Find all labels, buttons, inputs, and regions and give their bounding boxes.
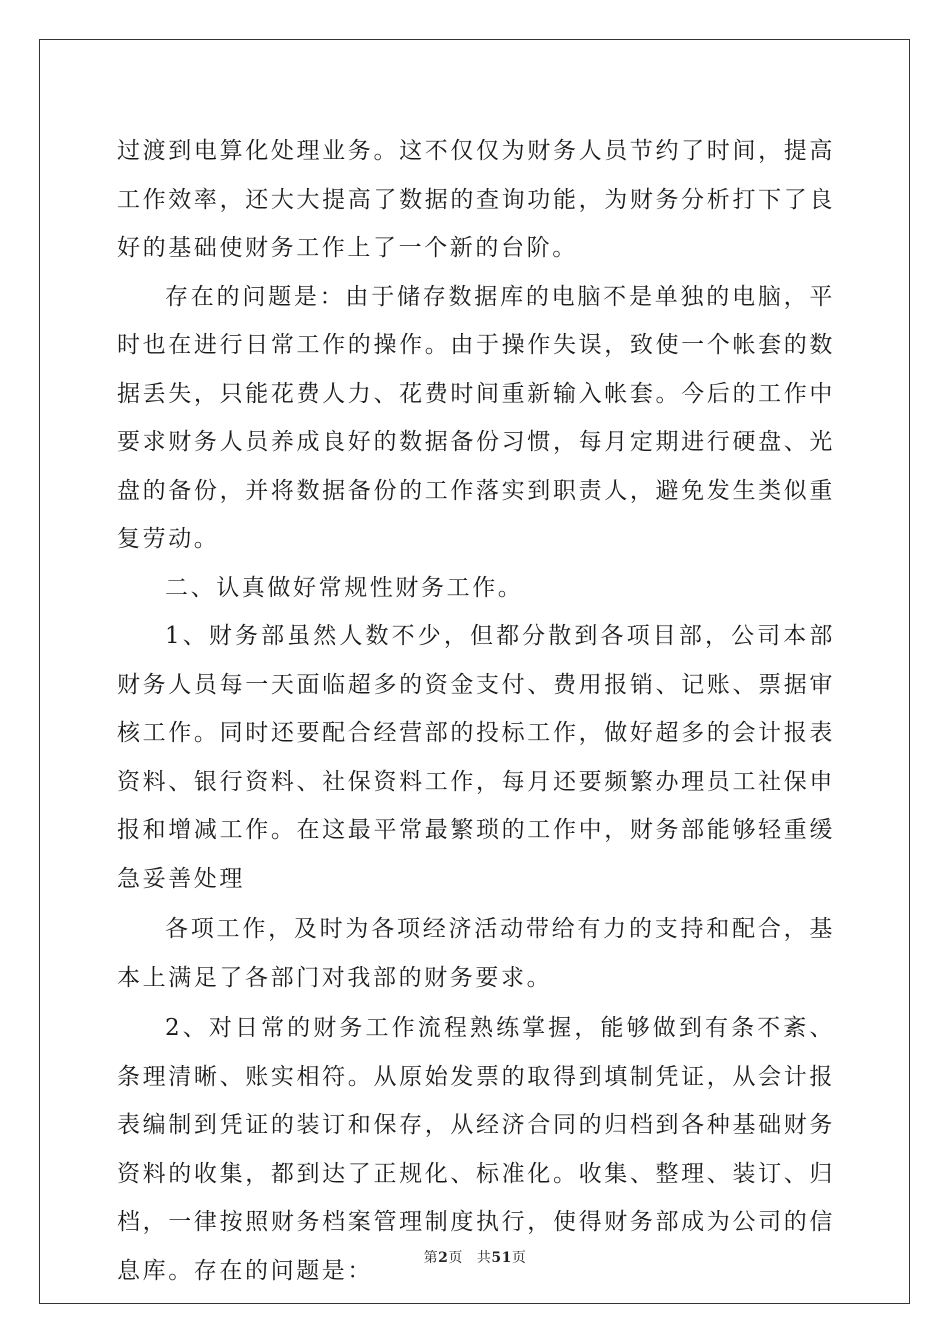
page-unit: 页: [448, 1250, 463, 1266]
page-prefix: 第: [423, 1250, 439, 1266]
total-unit: 页: [511, 1250, 527, 1266]
page-number: 2: [438, 1250, 449, 1266]
total-pages: 51: [491, 1250, 512, 1266]
paragraph: 1、财务部虽然人数不少，但都分散到各项目部，公司本部财务人员每一天面临超多的资金支付、费用报销、记账、票据审核工作。同时还要配合经营部的投标工作，做好超多的会计报表资料、银行资料、社保资料工作，每月还要频繁办理员工社保申报和增减工作。在这最平常最繁琐的工作中，财务部能够轻重缓急妥善处理: [117, 623, 835, 892]
paragraph: 过渡到电算化处理业务。这不仅仅为财务人员节约了时间，提高工作效率，还大大提高了数据的查询功能，为财务分析打下了良好的基础使财务工作上了一个新的台阶。: [117, 138, 835, 261]
section-heading: 二、认真做好常规性财务工作。: [165, 574, 524, 601]
paragraph: 存在的问题是：由于储存数据库的电脑不是单独的电脑，平时也在进行日常工作的操作。由于操作失误，致使一个帐套的数据丢失，只能花费人力、花费时间重新输入帐套。今后的工作中要求财务人员养成良好的数据备份习惯，每月定期进行硬盘、光盘的备份，并将数据备份的工作落实到职责人，避免发生类似重复劳动。: [117, 283, 835, 552]
paragraph: 2、对日常的财务工作流程熟练掌握，能够做到有条不紊、条理清晰、账实相符。从原始发票的取得到填制凭证，从会计报表编制到凭证的装订和保存，从经济合同的归档到各种基础财务资料的收集，都到达了正规化、标准化。收集、整理、装订、归档，一律按照财务档案管理制度执行，使得财务部成为公司的信息库。存在的问题是：: [117, 1015, 835, 1284]
total-prefix: 共: [476, 1250, 492, 1266]
paragraph: 各项工作，及时为各项经济活动带给有力的支持和配合，基本上满足了各部门对我部的财务要求。: [117, 916, 835, 991]
page-footer: [0, 1247, 950, 1267]
document-body: [117, 127, 835, 1295]
